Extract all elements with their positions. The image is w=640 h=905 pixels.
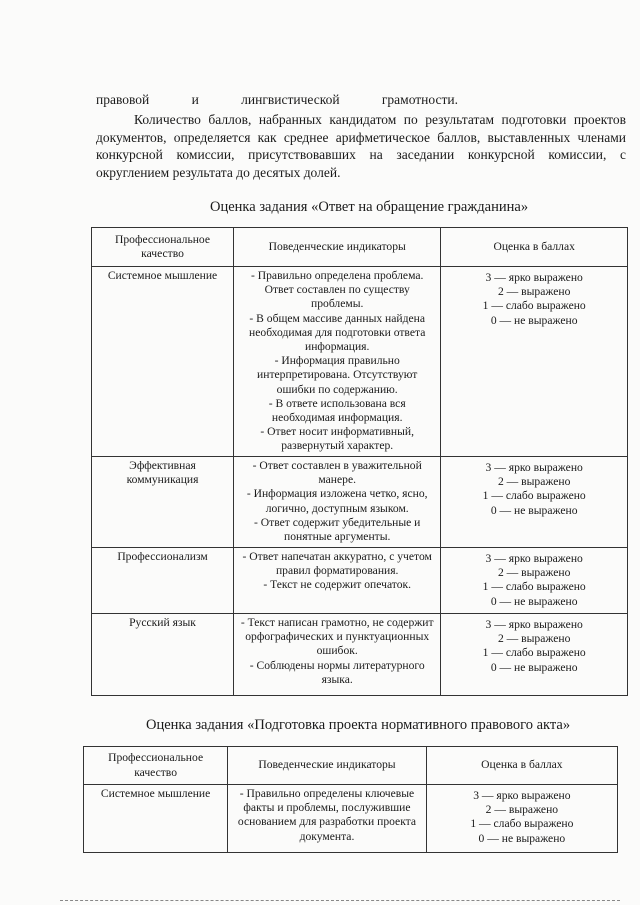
indicators-cell — [228, 785, 427, 853]
section-title-citizen-appeal: Оценка задания «Ответ на обращение гражданина» — [210, 199, 529, 215]
paragraph-scoring-rule: Количество баллов, набранных кандидатом по результатам подготовки проектов документов, определяется как среднее арифметическое баллов, выставленных членами конкурсной комиссии, присутствовавших на заседании конкурсной комиссии, с округлением результата до десятых долей. — [96, 112, 626, 180]
paragraph-first-line — [96, 92, 458, 108]
score-level: 3 — ярко выражено — [485, 461, 583, 474]
table-row — [92, 457, 628, 548]
score-cell — [441, 614, 628, 696]
table-row — [92, 548, 628, 614]
indicator: Ответ составлен по существу проблемы. — [264, 283, 410, 311]
header-indicators: Поведенческие индикаторы — [234, 228, 441, 267]
score-cell — [441, 457, 628, 548]
indicator: - Информация изложена четко, ясно, логично, доступным языком. — [246, 487, 428, 515]
table-header-row — [92, 228, 628, 267]
score-level: 2 — выражено — [485, 803, 559, 817]
score-level: 0 — не выражено — [490, 503, 578, 517]
quality-cell: Русский язык — [92, 614, 234, 696]
score-level: 3 — ярко выражено — [485, 552, 583, 565]
word: и — [191, 92, 199, 107]
indicator: - В ответе использована вся необходимая информация. — [268, 396, 406, 425]
header-quality: Профессиональное качество — [84, 747, 228, 785]
score-cell — [426, 785, 617, 853]
header-score: Оценка в баллах — [426, 747, 617, 785]
score-level: 1 — слабо выражено — [482, 489, 586, 503]
header-indicators: Поведенческие индикаторы — [228, 747, 427, 785]
indicator: - Ответ составлен в уважительной манере. — [252, 459, 422, 487]
score-level: 0 — не выражено — [490, 594, 578, 608]
quality-cell: Системное мышление — [84, 785, 228, 853]
score-level: 2 — выражено — [497, 566, 571, 580]
criteria-table-citizen-appeal — [91, 227, 628, 696]
quality-cell: Эффективная коммуникация — [92, 457, 234, 548]
score-level: 1 — слабо выражено — [482, 299, 586, 313]
score-level: 1 — слабо выражено — [470, 817, 574, 831]
score-cell — [441, 548, 628, 614]
indicator: - Текст не содержит опечаток. — [263, 578, 412, 592]
indicator: - Информация правильно интерпретирована. Отсутствуют ошибки по содержанию. — [257, 354, 418, 396]
indicators-cell — [234, 614, 441, 696]
score-level: 3 — ярко выражено — [485, 618, 583, 631]
indicators-cell — [234, 457, 441, 548]
quality-cell: Профессионализм — [92, 548, 234, 614]
score-level: 0 — не выражено — [478, 831, 566, 845]
quality-cell: Системное мышление — [92, 267, 234, 457]
indicator: - Ответ носит информативный, развернутый характер. — [260, 425, 414, 453]
indicator: - Правильно определена проблема. — [251, 269, 424, 282]
indicator: - Соблюдены нормы литературного языка. — [249, 658, 425, 686]
indicator: - Ответ содержит убедительные и понятные аргументы. — [254, 515, 421, 544]
header-quality: Профессиональное качество — [92, 228, 234, 267]
word: правовой — [96, 92, 150, 107]
indicator: - Ответ напечатан аккуратно, с учетом правил форматирования. — [242, 550, 432, 578]
indicator: - В общем массиве данных найдена необходимая для подготовки ответа информация. — [249, 311, 426, 354]
table-header-row — [84, 747, 618, 785]
indicators-cell — [234, 548, 441, 614]
score-level: 2 — выражено — [497, 475, 571, 489]
score-level: 1 — слабо выражено — [482, 580, 586, 594]
word: грамотности. — [381, 92, 458, 107]
score-level: 1 — слабо выражено — [482, 646, 586, 660]
score-cell — [441, 267, 628, 457]
indicator: - Правильно определены ключевые факты и проблемы, послужившие основанием для разработки проекта документа. — [237, 787, 417, 843]
score-level: 0 — не выражено — [490, 660, 578, 674]
word: лингвистической — [241, 92, 340, 107]
table-row — [92, 614, 628, 696]
section-title-legal-act-draft: Оценка задания «Подготовка проекта нормативного правового акта» — [146, 717, 571, 733]
score-level: 3 — ярко выражено — [473, 789, 571, 802]
score-level: 2 — выражено — [497, 285, 571, 299]
score-level: 3 — ярко выражено — [485, 271, 583, 284]
criteria-table-legal-act — [83, 746, 618, 853]
table-row — [84, 785, 618, 853]
score-level: 2 — выражено — [497, 632, 571, 646]
page-bottom-divider — [60, 900, 620, 901]
header-score: Оценка в баллах — [441, 228, 628, 267]
score-level: 0 — не выражено — [490, 313, 578, 327]
indicators-cell — [234, 267, 441, 457]
table-row — [92, 267, 628, 457]
indicator: - Текст написан грамотно, не содержит орфографических и пунктуационных ошибок. — [240, 616, 434, 658]
